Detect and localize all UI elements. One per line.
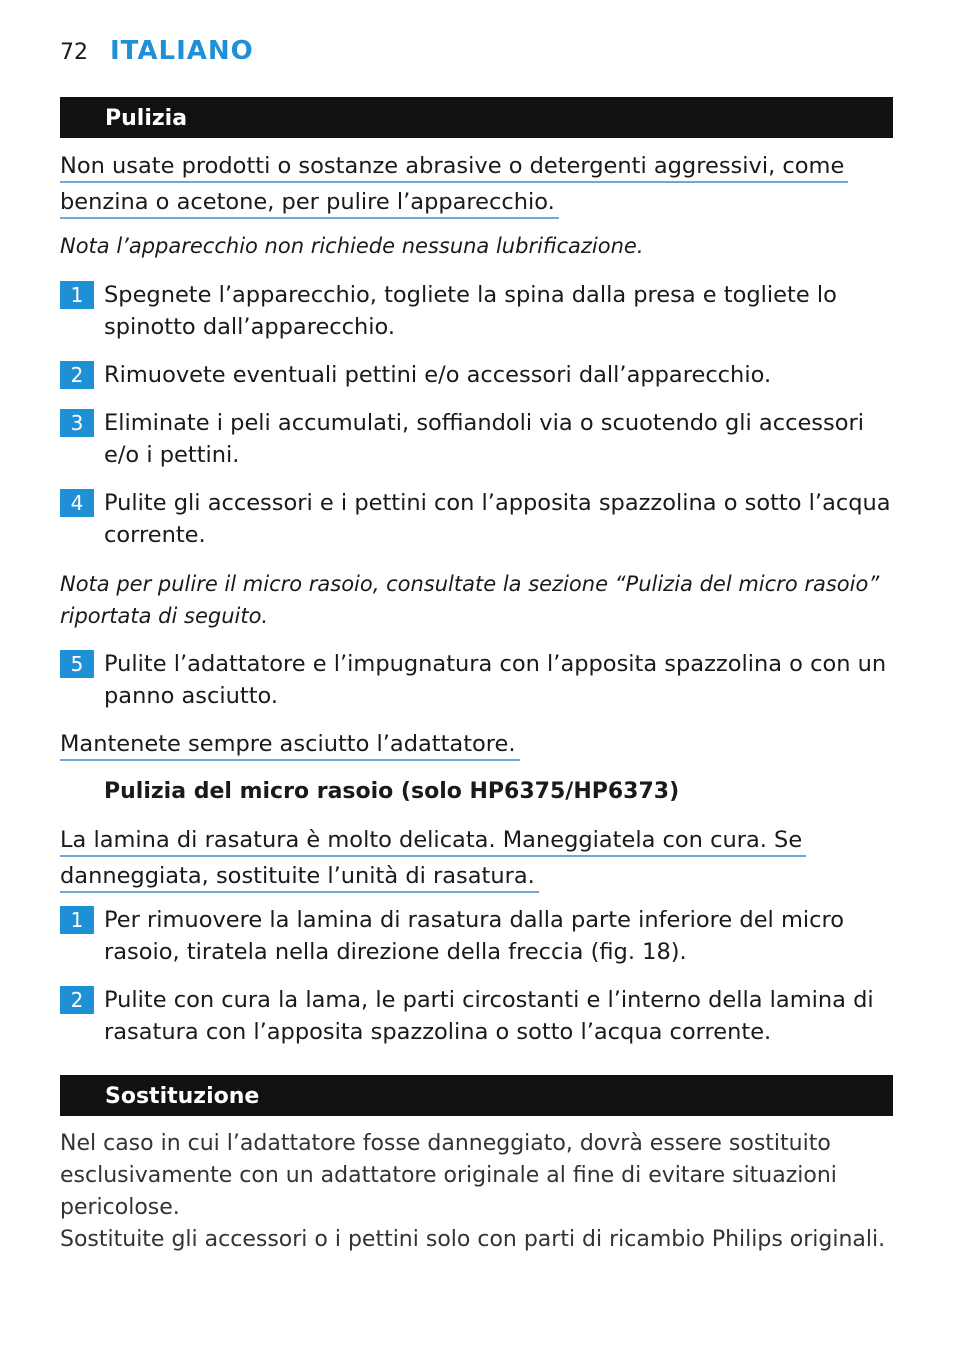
- step-number: 4: [60, 489, 94, 517]
- language-title: ITALIANO: [110, 36, 254, 66]
- section-title-pulizia: Pulizia: [60, 97, 893, 138]
- step-item: [60, 904, 894, 968]
- warning-line: La lamina di rasatura è molto delicata. Maneggiatela con cura. Se: [60, 826, 806, 857]
- warning-abrasive: [60, 150, 848, 222]
- step-text: Pulite l’adattatore e l’impugnatura con l’apposita spazzolina o con un panno asciutto.: [104, 651, 887, 709]
- page-number: 72: [60, 40, 88, 65]
- replacement-paragraph: [60, 1128, 900, 1256]
- page-header: [60, 36, 254, 66]
- step-item: [60, 359, 894, 391]
- step-item: [60, 279, 894, 343]
- warning-line: Mantenete sempre asciutto l’adattatore.: [60, 730, 520, 761]
- step-item: [60, 487, 894, 551]
- section-title-sostituzione: Sostituzione: [60, 1075, 893, 1116]
- step-item: [60, 407, 894, 471]
- step-number: 5: [60, 650, 94, 678]
- step-text: Rimuovete eventuali pettini e/o accessori dall’apparecchio.: [104, 362, 772, 388]
- step-text: Eliminate i peli accumulati, soffiandoli via o scuotendo gli accessori e/o i pettini.: [104, 410, 865, 468]
- step-text: Pulite con cura la lama, le parti circostanti e l’interno della lamina di rasatura con l’apposita spazzolina o sotto l’acqua corrente.: [104, 987, 874, 1045]
- step-text: Pulite gli accessori e i pettini con l’apposita spazzolina o sotto l’acqua corrente.: [104, 490, 891, 548]
- warning-line: danneggiata, sostituite l’unità di rasatura.: [60, 862, 539, 893]
- paragraph-adapter: Nel caso in cui l’adattatore fosse danneggiato, dovrà essere sostituito esclusivamente con un adattatore originale al fine di evitare situazioni pericolose.: [60, 1131, 837, 1220]
- paragraph-parts: Sostituite gli accessori o i pettini solo con parti di ricambio Philips originali.: [60, 1227, 886, 1252]
- step-number: 2: [60, 361, 94, 389]
- step-number: 1: [60, 906, 94, 934]
- warning-keep-dry: [60, 728, 520, 764]
- note-lubrication: Nota l’apparecchio non richiede nessuna lubrificazione.: [60, 234, 644, 258]
- step-item: [60, 984, 894, 1048]
- subsection-title: Pulizia del micro rasoio (solo HP6375/HP6373): [104, 779, 680, 804]
- note-micro-shaver: Nota per pulire il micro rasoio, consultate la sezione “Pulizia del micro rasoio” riportata di seguito.: [60, 572, 880, 628]
- warning-line: benzina o acetone, per pulire l’apparecchio.: [60, 188, 559, 219]
- warning-line: Non usate prodotti o sostanze abrasive o detergenti aggressivi, come: [60, 152, 848, 183]
- step-number: 2: [60, 986, 94, 1014]
- step-item: [60, 648, 894, 712]
- step-number: 1: [60, 281, 94, 309]
- step-text: Per rimuovere la lamina di rasatura dalla parte inferiore del micro rasoio, tiratela nella direzione della freccia (fig. 18).: [104, 907, 845, 965]
- step-number: 3: [60, 409, 94, 437]
- step-text: Spegnete l’apparecchio, togliete la spina dalla presa e togliete lo spinotto dall’apparecchio.: [104, 282, 837, 340]
- warning-foil: [60, 824, 806, 896]
